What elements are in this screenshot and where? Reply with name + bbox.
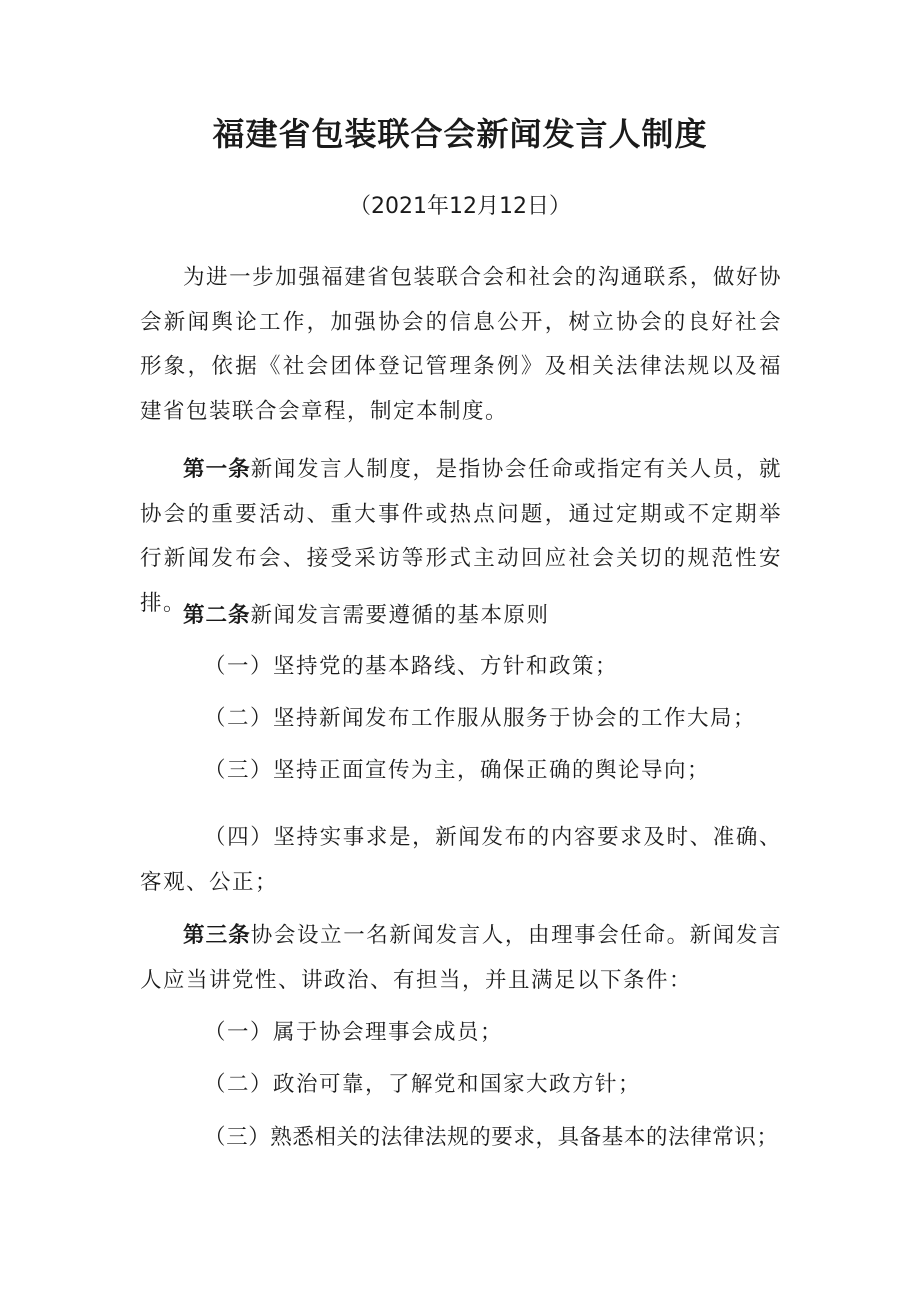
intro-paragraph: 为进一步加强福建省包装联合会和社会的沟通联系，做好协会新闻舆论工作，加强协会的信息公开，树立协会的良好社会形象，依据《社会团体登记管理条例》及相关法律法规以及福建省包装联合会章程，制定本制度。 [140,265,782,424]
article-2 [183,594,550,638]
article-1-label: 第一条 [183,457,251,482]
article-3-item-3: （三）熟悉相关的法律法规的要求，具备基本的法律常识； [204,1125,779,1150]
article-2-text: 新闻发言需要遵循的基本原则 [250,603,550,628]
article-2-item-2: （二）坚持新闻发布工作服从服务于协会的工作大局； [204,706,757,731]
article-3-label: 第三条 [183,923,251,948]
document-date: （2021年12月12日） [349,194,571,219]
article-2-label: 第二条 [183,603,251,628]
article-3-item-2: （二）政治可靠，了解党和国家大政方针； [204,1072,642,1097]
article-3-item-1: （一）属于协会理事会成员； [204,1020,504,1045]
article-1-text: 新闻发言人制度，是指协会任命或指定有关人员，就协会的重要活动、重大事件或热点问题，通过定期或不定期举行新闻发布会、接受采访等形式主动回应社会关切的规范性安排。 [140,457,782,616]
article-2-item-3: （三）坚持正面宣传为主，确保正确的舆论导向； [204,758,711,783]
article-3-text: 协会设立一名新闻发言人，由理事会任命。新闻发言人应当讲党性、讲政治、有担当，并且满足以下条件： [140,923,782,993]
document-title: 福建省包装联合会新闻发言人制度 [212,115,708,153]
article-2-item-4: （四）坚持实事求是，新闻发布的内容要求及时、准确、客观、公正； [140,825,782,895]
article-3 [140,914,782,1003]
article-2-item-1: （一）坚持党的基本路线、方针和政策； [204,654,619,679]
